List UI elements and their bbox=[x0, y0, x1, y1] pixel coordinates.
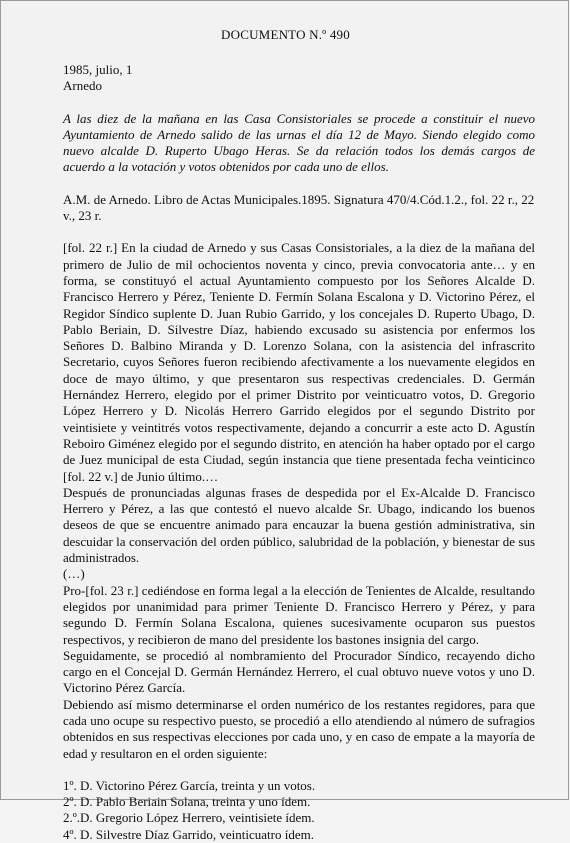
document-date: 1985, julio, 1 bbox=[63, 62, 133, 77]
councillor-order-list bbox=[63, 778, 535, 843]
omission-mark: (…) bbox=[63, 566, 85, 582]
list-item: 1º. D. Victorino Pérez García, treinta y un votos. bbox=[63, 777, 316, 793]
document-place: Arnedo bbox=[63, 78, 102, 94]
list-item: 2.º.D. Gregorio López Herrero, veintisiete ídem. bbox=[63, 810, 315, 826]
document-summary: A las diez de la mañana en las Casa Consistoriales se procede a constituir el nuevo Ayuntamiento de Arnedo salido de las urnas el día 12 de Mayo. Siendo elegido como nuevo alcalde D. Ruperto Ubago Heras. Se da relación todos los demás cargos de acuerdo a la votación y votos obtenidos por cada uno de ellos. bbox=[63, 110, 535, 175]
document-content bbox=[63, 62, 535, 843]
document-title: DOCUMENTO N.º 490 bbox=[221, 27, 350, 42]
body-paragraph: Seguidamente, se procedió al nombramiento del Procurador Síndico, recayendo dicho cargo en el Concejal D. Germán Hernández Herrero, el cual obtuvo nueve votos y uno D. Victorino Pérez García. bbox=[63, 647, 535, 696]
body-paragraph: Debiendo así mismo determinarse el orden numérico de los restantes regidores, para que cada uno ocupe su respectivo puesto, se procedió a ello atendiendo al número de sufragios obtenidos en sus respectivas elecciones por cada uno, y en caso de empate a la mayoría de edad y resultaron en el orden siguiente: bbox=[63, 696, 535, 761]
body-paragraph: [fol. 22 r.] En la ciudad de Arnedo y sus Casas Consistoriales, a la diez de la mañana del primero de Julio de mil ochocientos noventa y cinco, previa convocatoria ante… y en forma, se constituyó el actual Ayuntamiento compuesto por los Señores Alcalde D. Francisco Herrero y Pérez, Teniente D. Fermín Solana Escalona y D. Victorino Pérez, el Regidor Síndico suplente D. Juan Rubio Garrido, y los concejales D. Ruperto Ubago, D. Pablo Beriain, D. Silvestre Díaz, habiendo excusado su asistencia por enfermos los Señores D. Balbino Miranda y D. Lorenzo Solana, con la asistencia del infrascrito Secretario, cuyos Señores fueron recibiendo afectivamente a los nuevamente elegidos en doce de mayo último, y que presentaron sus respectivas credenciales. D. Germán Hernández Herrero, elegido por el primer Distrito por veinticuatro votos, D. Gregorio López Herrero y D. Nicolás Herrero Garrido elegidos por el segundo Distrito por veintisiete y veintitrés votos respectivamente, dejando a concurrir a este acto D. Agustín Reboiro Giménez elegido por el segundo distrito, en atención ha haber optado por el cargo de Juez municipal de esta Ciudad, según instancia que tiene presentada fecha veinticinco [fol. 22 v.] de Junio último.… bbox=[63, 240, 535, 484]
list-item: 4º. D. Silvestre Díaz Garrido, veinticuatro ídem. bbox=[63, 826, 314, 842]
list-item: 2º. D. Pablo Beriain Solana, treinta y uno ídem. bbox=[63, 794, 311, 810]
archival-source: A.M. de Arnedo. Libro de Actas Municipales.1895. Signatura 470/4.Cód.1.2., fol. 22 r., 22 v., 23 r. bbox=[63, 191, 535, 224]
body-paragraph: Después de pronunciadas algunas frases de despedida por el Ex-Alcalde D. Francisco Herrero y Pérez, a las que contestó el nuevo alcalde Sr. Ubago, indicando los buenos deseos de que se encuentre animado para encauzar la buena gestión administrativa, sin descuidar la conservación del orden público, salubridad de la población, y bienestar de sus administrados. bbox=[63, 484, 535, 566]
body-paragraph: Pro-[fol. 23 r.] cediéndose en forma legal a la elección de Tenientes de Alcalde, resultando elegidos por unanimidad para primer Teniente D. Francisco Herrero y Pérez, y para segundo D. Fermín Solana Escalona, quienes sucesivamente ocuparon sus puestos respectivos, y recibieron de mano del presidente los bastones insignia del cargo. bbox=[63, 582, 535, 647]
